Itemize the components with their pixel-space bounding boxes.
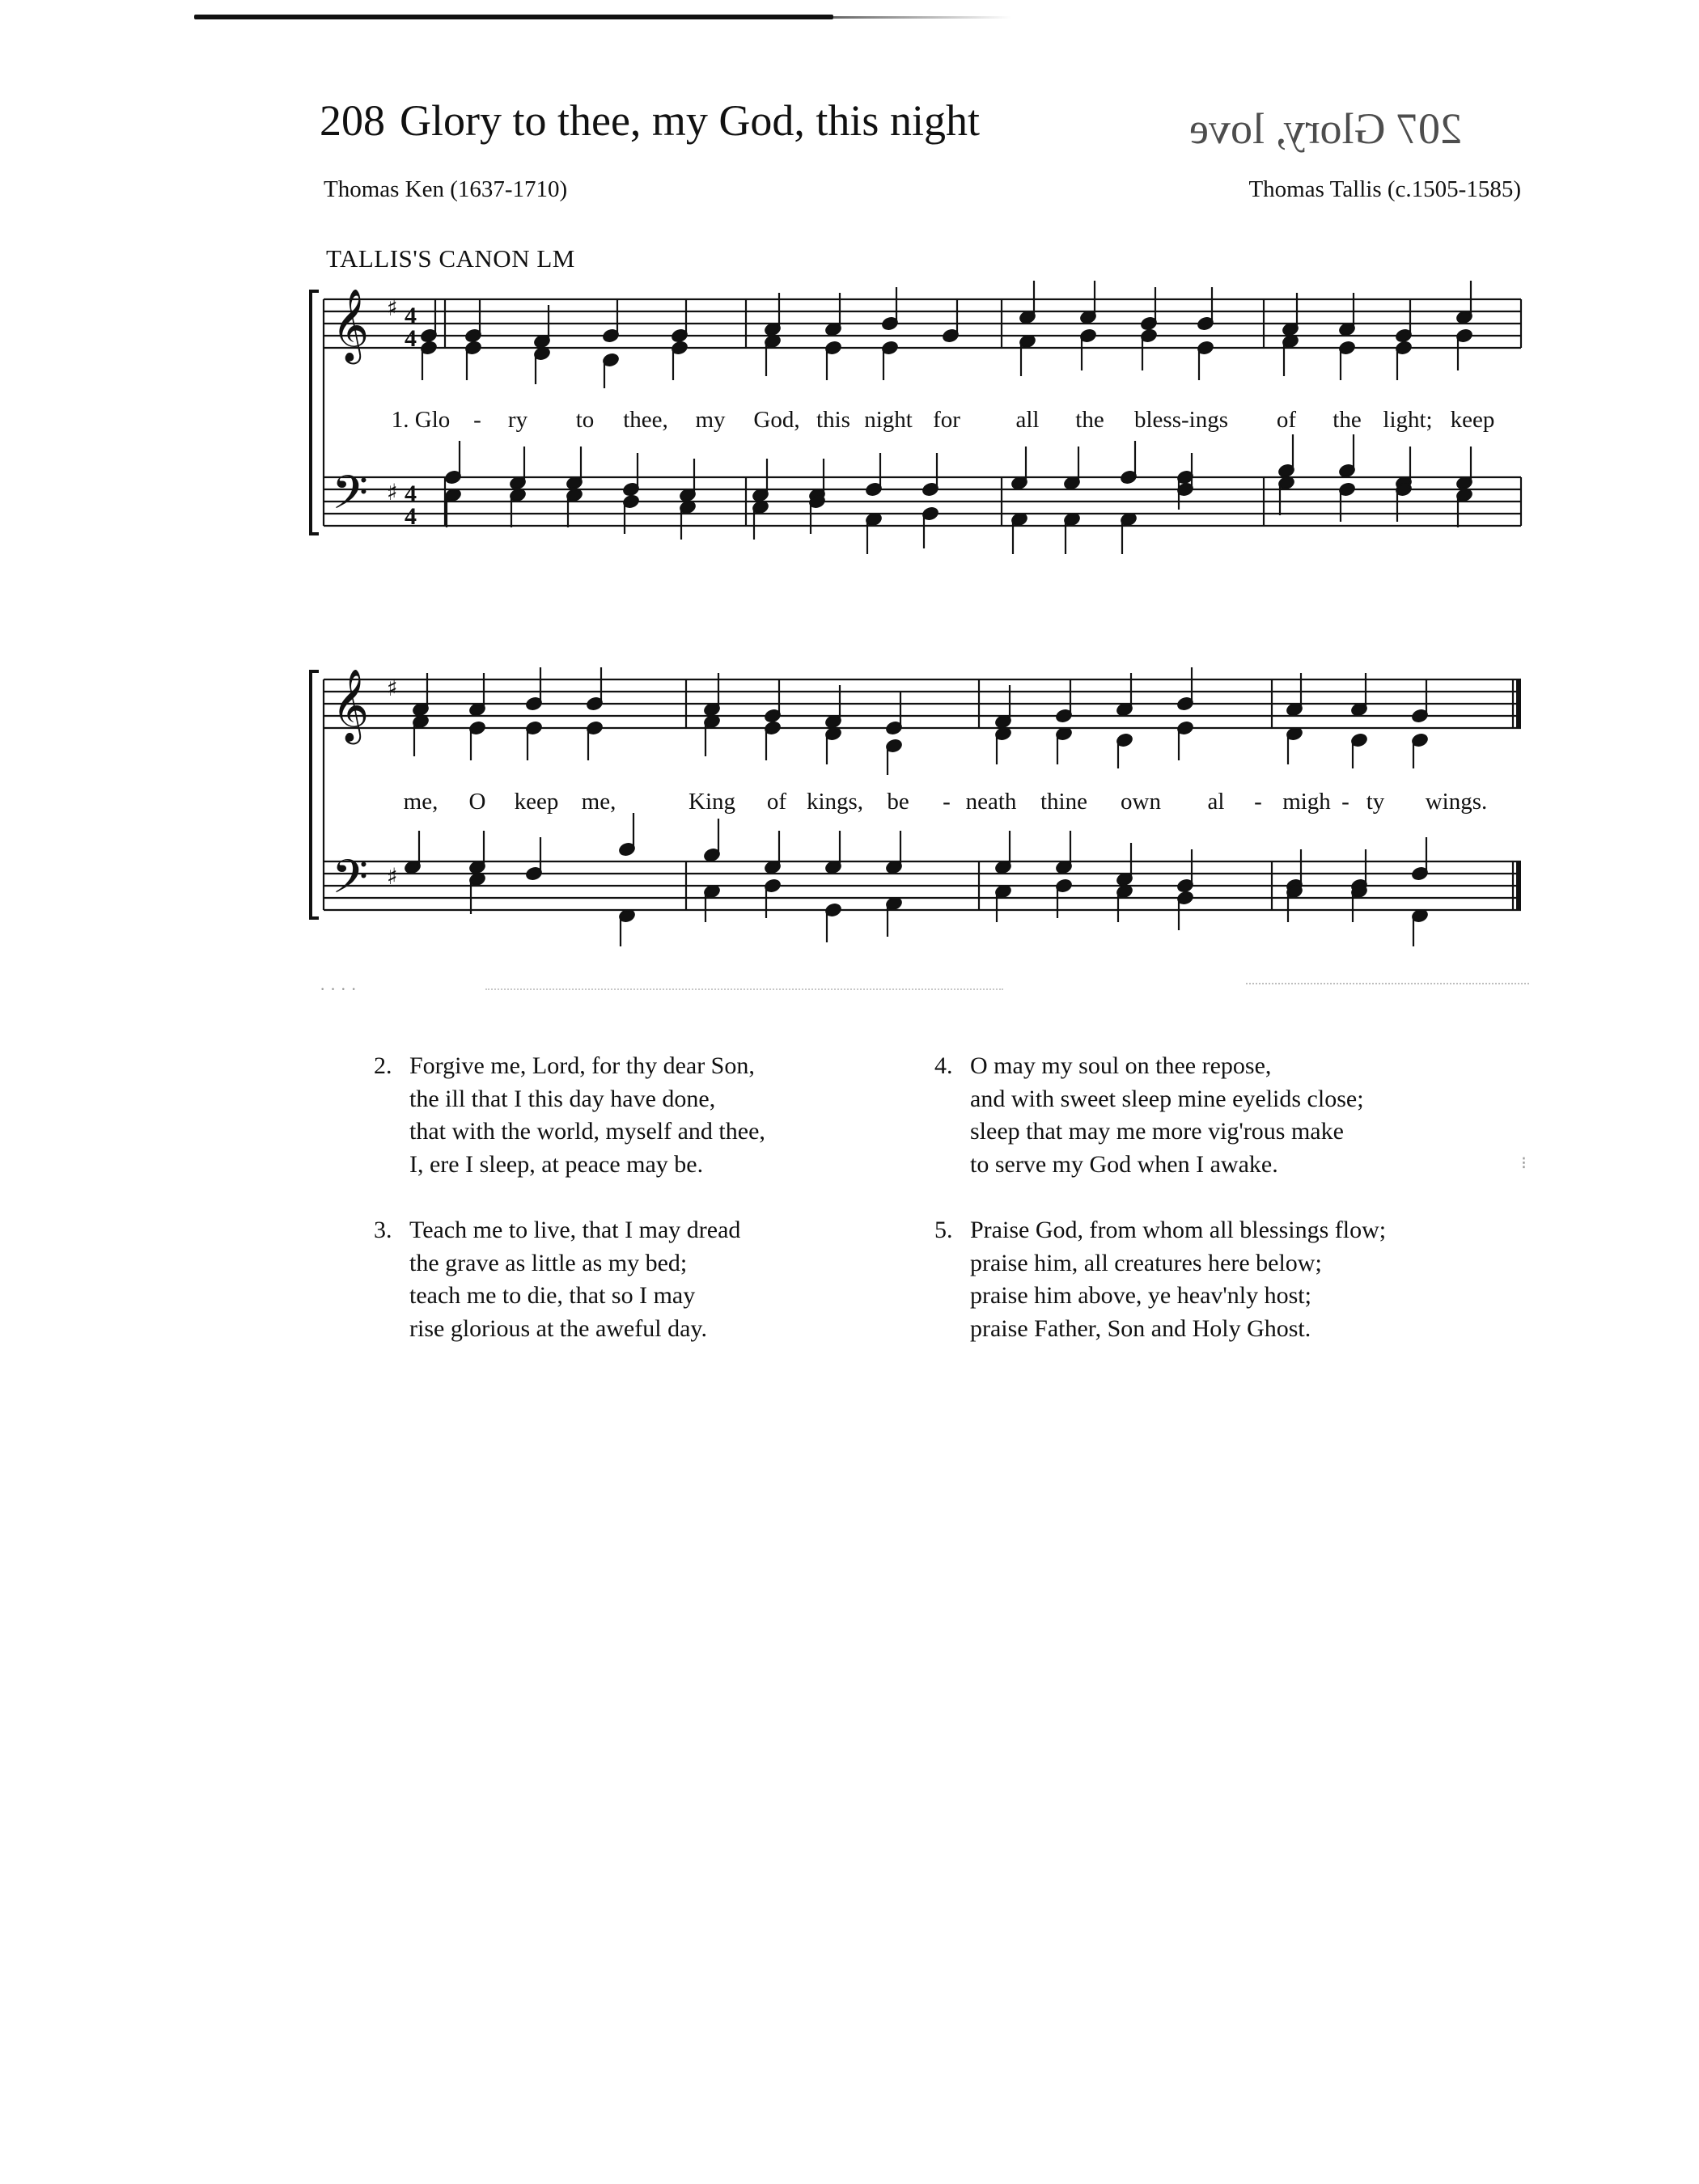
music-system-1	[307, 275, 1537, 574]
lyric-syllable: be	[887, 789, 909, 815]
lyric-syllable: keep	[1450, 407, 1495, 433]
verses-column-right	[934, 1050, 1386, 1378]
lyric-hyphen: -	[473, 407, 481, 433]
bleed-through-title: 207 Glory, love	[1189, 104, 1462, 153]
lyric-syllable: wings.	[1425, 789, 1488, 815]
lyric-syllable: migh	[1282, 789, 1331, 815]
svg-text:♯: ♯	[387, 294, 398, 321]
verse-line: and with sweet sleep mine eyelids close;	[970, 1085, 1364, 1112]
lyric-syllable: of	[766, 789, 787, 815]
verse-4	[934, 1050, 1386, 1181]
lyric-syllable: me,	[581, 789, 616, 815]
scan-top-rule	[194, 15, 833, 19]
verse-line: Forgive me, Lord, for thy dear Son,	[409, 1052, 755, 1079]
verse-line: sleep that may me more vig'rous make	[970, 1118, 1344, 1145]
lyric-hyphen: -	[1254, 789, 1262, 815]
lyric-syllable: al	[1207, 789, 1225, 815]
lyric-syllable: 1. Glo	[391, 407, 451, 433]
lyric-syllable: thine	[1040, 789, 1087, 815]
lyric-syllable: the	[1333, 407, 1362, 433]
verse-line: praise him above, ye heav'nly host;	[970, 1282, 1311, 1309]
lyric-syllable: O	[468, 789, 486, 815]
lyric-syllable: keep	[514, 789, 559, 815]
lyric-syllable: to	[575, 407, 595, 433]
scan-top-rule-fade	[833, 16, 1011, 19]
verse-line: that with the world, myself and thee,	[409, 1118, 765, 1145]
verse-line: praise Father, Son and Holy Ghost.	[970, 1314, 1311, 1342]
verse-line: I, ere I sleep, at peace may be.	[409, 1150, 704, 1178]
scan-noise: ⁝	[1521, 1153, 1527, 1173]
svg-text:𝄞: 𝄞	[332, 289, 370, 362]
verse-number: 4.	[934, 1052, 953, 1079]
svg-text:𝄞: 𝄞	[332, 669, 370, 742]
lyric-syllable: all	[1015, 407, 1040, 433]
verse-2	[374, 1050, 765, 1181]
lyric-syllable: ry	[507, 407, 528, 433]
lyric-syllable: kings,	[806, 789, 864, 815]
lyric-syllable: my	[695, 407, 726, 433]
scan-noise	[485, 988, 1003, 990]
lyric-hyphen: -	[943, 789, 951, 815]
verse-line: the ill that I this day have done,	[409, 1085, 716, 1112]
verse-number: 2.	[374, 1052, 392, 1079]
verses-column-left	[374, 1050, 765, 1378]
svg-text:4: 4	[405, 303, 417, 329]
lyric-syllable: neath	[965, 789, 1017, 815]
verse-line: teach me to die, that so I may	[409, 1282, 696, 1309]
lyric-syllable: light;	[1383, 407, 1433, 433]
lyric-syllable: ty	[1366, 789, 1385, 815]
lyric-syllable: of	[1276, 407, 1297, 433]
verse-number: 3.	[374, 1217, 392, 1243]
svg-text:4: 4	[405, 480, 417, 507]
scan-noise	[1246, 983, 1529, 984]
svg-text:4: 4	[405, 325, 417, 352]
verse-3	[374, 1214, 765, 1345]
svg-text:𝄢: 𝄢	[332, 465, 369, 531]
verse-5	[934, 1214, 1386, 1345]
svg-text:♯: ♯	[387, 675, 398, 701]
words-credit: Thomas Ken (1637-1710)	[324, 176, 568, 202]
verse-line: praise him, all creatures here below;	[970, 1249, 1322, 1276]
lyrics-line-1	[307, 407, 1537, 439]
hymn-title: Glory to thee, my God, this night	[400, 96, 980, 145]
verse-line: Praise God, from whom all blessings flow;	[970, 1217, 1387, 1243]
verse-line: O may my soul on thee repose,	[970, 1052, 1272, 1079]
lyric-syllable: God,	[753, 407, 800, 433]
verse-number: 5.	[934, 1217, 953, 1243]
lyric-syllable: night	[864, 407, 913, 433]
lyric-syllable: me,	[403, 789, 439, 815]
lyric-syllable: bless-ings	[1134, 407, 1228, 433]
verse-line: the grave as little as my bed;	[409, 1249, 688, 1276]
music-credit: Thomas Tallis (c.1505-1585)	[1248, 176, 1521, 202]
lyric-syllable: King	[688, 789, 735, 815]
lyric-hyphen: -	[1341, 789, 1349, 815]
lyric-syllable: own	[1121, 789, 1161, 815]
svg-text:𝄢: 𝄢	[332, 849, 369, 916]
verse-line: rise glorious at the aweful day.	[409, 1314, 707, 1342]
tune-name: TALLIS'S CANON LM	[326, 244, 575, 273]
music-system-2	[307, 655, 1537, 954]
svg-text:4: 4	[405, 503, 417, 530]
hymn-number: 208	[320, 96, 385, 145]
svg-text:♯: ♯	[387, 479, 398, 506]
lyric-syllable: for	[933, 407, 960, 433]
lyrics-line-2	[307, 789, 1537, 821]
hymn-heading	[320, 96, 980, 145]
verse-line: to serve my God when I awake.	[970, 1150, 1278, 1178]
svg-text:♯: ♯	[387, 863, 398, 890]
lyric-syllable: this	[816, 407, 850, 433]
verse-line: Teach me to live, that I may dread	[409, 1217, 741, 1243]
scan-noise: · · · ·	[320, 979, 357, 999]
lyric-syllable: the	[1075, 407, 1104, 433]
lyric-syllable: thee,	[623, 407, 668, 433]
